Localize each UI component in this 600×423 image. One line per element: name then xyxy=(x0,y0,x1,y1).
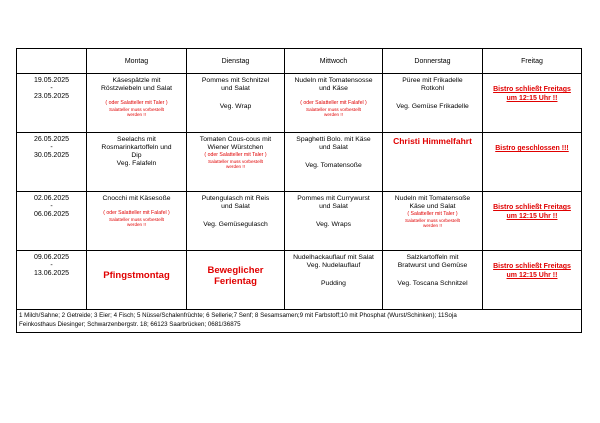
meal-wednesday xyxy=(285,133,383,192)
meal-thursday xyxy=(383,74,483,133)
meal-line: und Salat xyxy=(319,203,348,210)
meal-line: und Käse xyxy=(319,85,348,92)
week-row xyxy=(17,74,582,133)
meal-wednesday xyxy=(285,192,383,251)
meal-line: Wiener Würstchen xyxy=(207,144,264,151)
day-header-friday: Freitag xyxy=(483,49,582,74)
allergen-legend: 1 Milch/Sahne; 2 Getreide; 3 Eier; 4 Fisch; 5 Nüsse/Schalenfrüchte; 6 Sellerie;7 Senf; 8 Sesamsamen;9 mit Farbstoff;10 mit Phosphat (Wurst/Schinken); 11Soja xyxy=(19,312,457,319)
holiday-label: Beweglicher xyxy=(207,265,264,276)
salad-option: ( Salatteller mit Taler ) xyxy=(407,211,458,217)
meal-monday xyxy=(87,251,187,310)
meal-line: Nudelhackauflauf mit Salat xyxy=(293,254,374,261)
meal-line: Rotkohl xyxy=(420,85,445,92)
holiday-label: Ferientag xyxy=(214,276,257,287)
date-to: 06.06.2025 xyxy=(33,211,70,218)
closing-notice: um 12:15 Uhr !! xyxy=(506,213,558,220)
veg-option: Veg. Wrap xyxy=(219,103,252,110)
week-date xyxy=(17,192,87,251)
meal-friday xyxy=(483,192,582,251)
veg-option: Veg. Toscana Schnitzel xyxy=(397,280,468,287)
meal-wednesday xyxy=(285,251,383,310)
closed-notice: Bistro geschlossen !!! xyxy=(495,145,569,152)
corner-cell xyxy=(17,49,87,74)
meal-friday xyxy=(483,74,582,133)
week-row xyxy=(17,251,582,310)
preorder-note: werden !! xyxy=(127,112,146,117)
meal-monday xyxy=(87,74,187,133)
date-from: 09.06.2025 xyxy=(33,254,70,261)
meal-line: Rosmarinkartoffeln und xyxy=(101,144,172,151)
week-date xyxy=(17,251,87,310)
closing-notice: Bistro schließt Freitags xyxy=(493,204,571,211)
veg-option: Veg. Falafeln xyxy=(116,160,157,167)
preorder-note: werden !! xyxy=(423,223,442,228)
meal-line: Tomaten Cous-cous mit xyxy=(199,136,272,143)
day-header-wednesday: Mittwoch xyxy=(285,49,383,74)
date-separator: - xyxy=(50,203,53,210)
date-to: 23.05.2025 xyxy=(33,93,70,100)
meal-line: Veg. Nudelauflauf xyxy=(306,262,361,269)
day-header-tuesday: Dienstag xyxy=(187,49,285,74)
date-to: 30.05.2025 xyxy=(33,152,70,159)
salad-option: ( oder Salatteller mit Taler ) xyxy=(105,100,168,106)
dessert-option: Pudding xyxy=(321,280,346,287)
preorder-note: Salatteller muss vorbestellt xyxy=(306,106,361,112)
meal-line: Cnocchi mit Käsesoße xyxy=(102,195,171,202)
meal-line: Dip xyxy=(131,152,142,159)
menu-table xyxy=(16,48,582,333)
date-separator: - xyxy=(50,144,53,151)
meal-line: Spaghetti Bolo. mit Käse xyxy=(296,136,371,143)
meal-thursday xyxy=(383,133,483,192)
meal-friday xyxy=(483,133,582,192)
salad-option: ( oder Salatteller mit Taler ) xyxy=(204,152,267,158)
meal-tuesday xyxy=(187,251,285,310)
date-separator: - xyxy=(50,85,53,92)
header-row xyxy=(17,49,582,74)
meal-friday xyxy=(483,251,582,310)
preorder-note: Salatteller muss vorbestellt xyxy=(109,106,164,112)
holiday-label: Christi Himmelfahrt xyxy=(393,136,472,146)
closing-notice: um 12:15 Uhr !! xyxy=(506,95,558,102)
veg-option: Veg. Gemüsegulasch xyxy=(203,221,268,228)
date-from: 02.06.2025 xyxy=(33,195,70,202)
meal-line: Röstzwiebeln und Salat xyxy=(100,85,173,92)
meal-tuesday xyxy=(187,133,285,192)
week-row xyxy=(17,133,582,192)
day-header-monday: Montag xyxy=(87,49,187,74)
meal-line: Nudeln mit Tomatensoße xyxy=(394,195,471,202)
meal-line: und Salat xyxy=(221,203,250,210)
meal-line: Käse und Salat xyxy=(409,203,456,210)
meal-thursday xyxy=(383,251,483,310)
meal-line: Putengulasch mit Reis xyxy=(201,195,270,202)
meal-line: Püree mit Frikadelle xyxy=(402,77,463,84)
salad-option: ( oder Salatteller mit Falafel ) xyxy=(300,100,367,106)
meal-monday xyxy=(87,133,187,192)
meal-line: Seelachs mit xyxy=(117,136,156,143)
meal-line: Nudeln mit Tomatensosse xyxy=(294,77,373,84)
meal-line: und Salat xyxy=(319,144,348,151)
closing-notice: um 12:15 Uhr !! xyxy=(506,272,558,279)
preorder-note: werden !! xyxy=(226,164,245,169)
meal-monday xyxy=(87,192,187,251)
holiday-label: Pfingstmontag xyxy=(103,270,170,281)
day-header-thursday: Donnerstag xyxy=(383,49,483,74)
date-to: 13.06.2025 xyxy=(33,270,70,277)
meal-line: und Salat xyxy=(221,85,250,92)
preorder-note: werden !! xyxy=(127,222,146,227)
salad-option: ( oder Salatteller mit Falafel ) xyxy=(103,210,170,216)
meal-tuesday xyxy=(187,192,285,251)
veg-option: Veg. Wraps xyxy=(315,221,351,228)
week-row xyxy=(17,192,582,251)
date-separator: - xyxy=(50,262,53,269)
meal-line: Pommes mit Schnitzel xyxy=(201,77,270,84)
preorder-note: Salatteller muss vorbestellt xyxy=(109,216,164,222)
meal-line: Bratwurst und Gemüse xyxy=(397,262,468,269)
meal-line: Pommes mit Currywurst xyxy=(297,195,370,202)
closing-notice: Bistro schließt Freitags xyxy=(493,86,571,93)
meal-tuesday xyxy=(187,74,285,133)
week-date xyxy=(17,74,87,133)
meal-line: Salzkartoffeln mit xyxy=(406,254,459,261)
caterer-address: Feinkosthaus Diesinger; Schwarzenbergstr. 18; 66123 Saarbrücken; 0681/36875 xyxy=(19,321,241,328)
footer-cell xyxy=(17,310,582,333)
veg-option: Veg. Tomatensoße xyxy=(305,162,362,169)
veg-option: Veg. Gemüse Frikadelle xyxy=(396,103,469,110)
closing-notice: Bistro schließt Freitags xyxy=(493,263,571,270)
meal-wednesday xyxy=(285,74,383,133)
date-from: 19.05.2025 xyxy=(33,77,70,84)
meal-thursday xyxy=(383,192,483,251)
date-from: 26.05.2025 xyxy=(33,136,70,143)
preorder-note: Salatteller muss vorbestellt xyxy=(208,158,263,164)
meal-line: Käsespätzle mit xyxy=(112,77,161,84)
preorder-note: werden !! xyxy=(324,112,343,117)
footer-row xyxy=(17,310,582,333)
week-date xyxy=(17,133,87,192)
preorder-note: Salatteller muss vorbestellt xyxy=(405,217,460,223)
